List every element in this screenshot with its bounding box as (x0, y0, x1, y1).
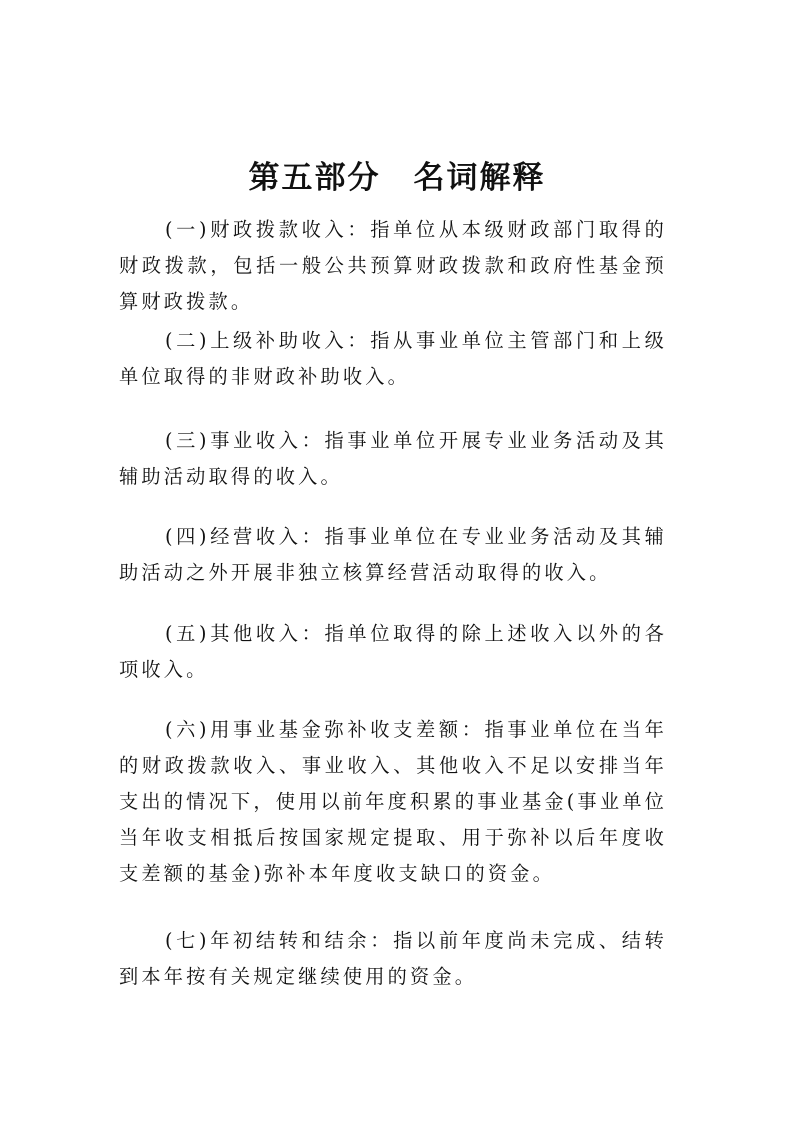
definition-paragraph: (五)其他收入：指单位取得的除上述收入以外的各项收入。 (119, 622, 667, 681)
page-title: 第五部分 名词解释 (248, 160, 546, 196)
definition-paragraph: (二)上级补助收入：指从事业单位主管部门和上级单位取得的非财政补助收入。 (119, 329, 667, 388)
definition-paragraph: (四)经营收入：指事业单位在专业业务活动及其辅助活动之外开展非独立核算经营活动取得的收入。 (119, 525, 667, 584)
definition-paragraph: (七)年初结转和结余：指以前年度尚未完成、结转到本年按有关规定继续使用的资金。 (119, 929, 667, 988)
definition-paragraph: (三)事业收入：指事业单位开展专业业务活动及其辅助活动取得的收入。 (119, 429, 667, 488)
definition-paragraph: (一)财政拨款收入：指单位从本级财政部门取得的财政拨款，包括一般公共预算财政拨款和政府性基金预算财政拨款。 (119, 218, 667, 313)
definition-paragraph: (六)用事业基金弥补收支差额：指事业单位在当年的财政拨款收入、事业收入、其他收入不足以安排当年支出的情况下，使用以前年度积累的事业基金(事业单位当年收支相抵后按国家规定提取、用于弥补以后年度收支差额的基金)弥补本年度收支缺口的资金。 (119, 718, 667, 885)
